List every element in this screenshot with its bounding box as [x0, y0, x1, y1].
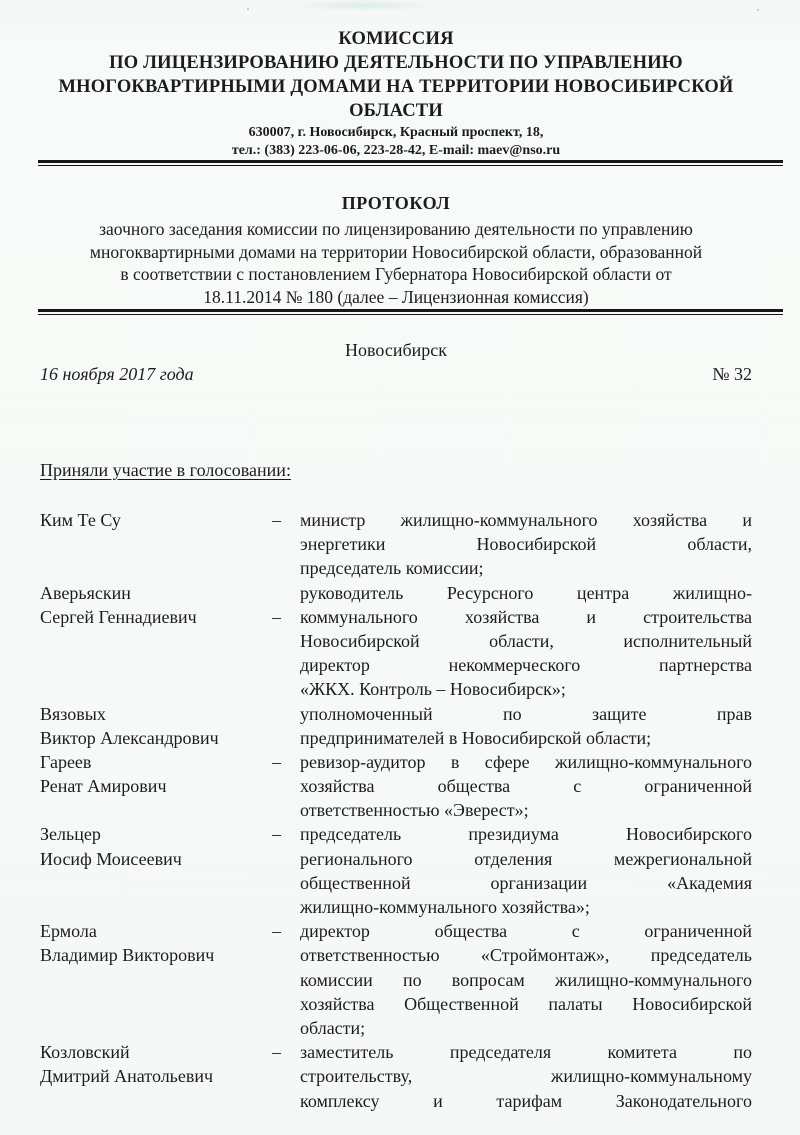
participant-role-line: строительству, жилищно-коммунальному [300, 1066, 752, 1087]
participant-role-line: коммунального хозяйства и строительства [300, 606, 752, 627]
participant-role-line: общественной организации «Академия [300, 872, 752, 893]
participant-role-line: ревизор-аудитор в сфере жилищно-коммунального [300, 751, 752, 772]
letterhead [40, 27, 752, 160]
participant-role-line: жилищно-коммунального хозяйства»; [300, 897, 590, 917]
participant-role-line: министр жилищно-коммунального хозяйства и [300, 510, 752, 530]
org-address [40, 124, 752, 160]
protocol-subtitle [40, 218, 752, 308]
protocol-subtitle-line: в соответствии с постановлением Губернатора Новосибирской области от [120, 264, 672, 284]
org-title-line: ОБЛАСТИ [349, 101, 443, 121]
org-address-line: 630007, г. Новосибирск, Красный проспект, 18, [248, 125, 544, 140]
participant-role-line: ответственностью «Строймонтаж», председатель [300, 945, 752, 966]
participant-name-line: Зельцер [40, 824, 101, 845]
participant-name-line: Козловский [40, 1042, 130, 1063]
participant-role-line: руководитель Ресурсного центра жилищно- [300, 582, 752, 603]
participant-row [40, 1040, 752, 1113]
participant-name-line: Ермола [40, 921, 97, 942]
participant-name-line: Ренат Амирович [40, 776, 167, 797]
participant-role-line: уполномоченный по защите прав [300, 703, 752, 724]
participant-role-line: «ЖКХ. Контроль – Новосибирск»; [300, 679, 566, 700]
date-number-row [40, 363, 752, 385]
role-dash: – [272, 606, 281, 627]
participant-name-line: Иосиф Моисеевич [40, 848, 182, 869]
org-title-line: ПО ЛИЦЕНЗИРОВАНИЮ ДЕЯТЕЛЬНОСТИ ПО УПРАВЛЕНИЮ [109, 53, 683, 73]
scan-smudge [295, 0, 435, 11]
participant-role-line: хозяйства Общественной палаты Новосибирской [300, 993, 752, 1014]
participant-row [40, 508, 752, 581]
participant-role-line: директор общества с ограниченной [300, 921, 752, 942]
role-dash: – [272, 510, 281, 530]
participant-role-line: комиссии по вопросам жилищно-коммунального [300, 969, 752, 990]
participants-list [40, 508, 752, 1113]
participant-name-line: Виктор Александрович [40, 727, 219, 748]
participant-row [40, 702, 752, 750]
participant-role-line: комплексу и тарифам Законодательного [300, 1090, 752, 1111]
participant-name-line: Сергей Геннадиевич [40, 606, 197, 627]
participant-role-line: председатель комиссии; [300, 558, 484, 579]
role-dash: – [272, 1042, 281, 1063]
org-title-line: МНОГОКВАРТИРНЫМИ ДОМАМИ НА ТЕРРИТОРИИ НОВОСИБИРСКОЙ [58, 77, 734, 97]
scan-speck [247, 8, 249, 10]
participant-role-line: ответственностью «Эверест»; [300, 800, 529, 821]
role-dash: – [272, 751, 281, 772]
protocol-subtitle-line: многоквартирными домами на территории Новосибирской области, образованной [89, 241, 703, 262]
participant-name-line: Аверьяскин [40, 582, 131, 603]
participant-role-line: регионального отделения межрегиональной [300, 848, 752, 869]
scan-speck [757, 9, 759, 11]
protocol-subtitle-line: 18.11.2014 № 180 (далее – Лицензионная комиссия) [203, 286, 589, 307]
participant-role-line: Новосибирской области, исполнительный [300, 630, 752, 651]
participant-role-line: предпринимателей в Новосибирской области; [300, 727, 652, 748]
participant-name-line: Ким Те Су [40, 510, 121, 530]
participant-name-line: Гареев [40, 751, 92, 772]
participant-name-line: Дмитрий Анатольевич [40, 1066, 214, 1087]
participant-role-line: директор некоммерческого партнерства [300, 655, 752, 676]
participants-heading: Приняли участие в голосовании: [40, 460, 291, 480]
protocol-date: 16 ноября 2017 года [40, 364, 194, 384]
role-dash: – [272, 824, 281, 845]
org-title-line: КОМИССИЯ [338, 29, 454, 49]
participant-role-line: энергетики Новосибирской области, [300, 534, 752, 555]
city-line: Новосибирск [345, 340, 447, 360]
participant-row [40, 919, 752, 1040]
participant-role-line: заместитель председателя комитета по [300, 1042, 752, 1063]
protocol-subtitle-line: заочного заседания комиссии по лицензированию деятельности по управлению [99, 219, 693, 239]
subtitle-divider [38, 309, 783, 315]
role-dash: – [272, 921, 281, 942]
participant-role-line: председатель президиума Новосибирского [300, 824, 752, 845]
protocol-title: ПРОТОКОЛ [341, 193, 451, 213]
participant-name-line: Вязовых [40, 703, 106, 724]
letterhead-divider [38, 160, 783, 166]
org-address-line: тел.: (383) 223-06-06, 223-28-42, E-mail: maev@nso.ru [231, 143, 561, 158]
org-title [40, 27, 752, 123]
participant-name-line: Владимир Викторович [40, 945, 215, 966]
protocol-number: № 32 [712, 364, 752, 384]
participant-row [40, 750, 752, 823]
participant-row [40, 581, 752, 702]
participant-role-line: области; [300, 1017, 366, 1038]
participant-role-line: хозяйства общества с ограниченной [300, 776, 752, 797]
participant-row [40, 822, 752, 919]
